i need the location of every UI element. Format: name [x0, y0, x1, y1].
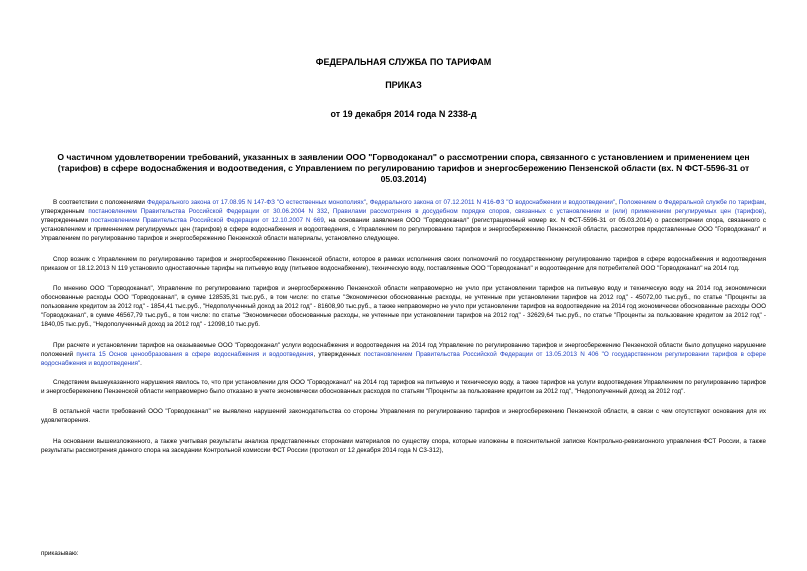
paragraph-remaining-claims: В остальной части требований ООО "Горводоканал" не выявлено нарушений законодательства со стороны Управления по регулированию тарифов и энергосбережению Пензенской области, в связи с чем отсутствуют основания для их удовлетворения.: [41, 408, 766, 424]
paragraph-grounds: На основании вышеизложенного, а также учитывая результаты анализа представленных сторонами материалов по существу спора, которые изложены в пояснительной записке Контрольно-ревизионного управления ФСТ России, а также результаты рассмотрения данного спора на заседании Контрольной комиссии ФСТ России (протокол от 12 декабря 2014 года N С3-312),: [41, 437, 766, 454]
link-law-416-fz[interactable]: Федерального закона от 07.12.2011 N 416-ФЗ "О водоснабжении и водоотведении": [369, 199, 616, 206]
link-resolution-332[interactable]: постановлением Правительства Российской Федерации от 30.06.2004 N 332: [88, 208, 328, 215]
paragraph-consequence: Следствием вышеуказанного нарушения явилось то, что при установлении для ООО "Горводоканал" на 2014 год тарифов на питьевую и техническую воду, а также тарифов на услуги водоотведения Управлением по регулированию тарифов и энергосбережению Пензенской области неправомерно было отказано в учете экономически обоснованных расходов по статьям "Проценты за пользование кредитом за 2012 год", "Недополученный доход за 2012 год".: [41, 378, 766, 395]
link-fst-regulation[interactable]: Положением о Федеральной службе по тарифам: [618, 199, 765, 206]
link-pricing-basics[interactable]: Основ ценообразования в сфере водоснабжения и водоотведения: [108, 350, 314, 358]
link-clause-15[interactable]: пункта 15: [76, 350, 106, 358]
link-resolution-669[interactable]: постановлением Правительства Российской Федерации от 12.10.2007 N 669: [90, 217, 324, 224]
link-law-147-fz[interactable]: Федерального закона от 17.08.95 N 147-ФЗ "О естественных монополиях": [146, 199, 366, 206]
link-dispute-rules[interactable]: Правилами рассмотрения в досудебном порядке споров, связанных с установлением и (или) применением регулируемых цен (тарифов): [332, 208, 765, 215]
paragraph-violation: При расчете и установлении тарифов на оказываемые ООО "Горводоканал" услуги водоснабжения и водоотведения на 2014 год Управление по регулированию тарифов и энергосбережению Пензенской области было допущено нарушение положений пункта 15 Основ ценообразования в сфере водоснабжения и водоотведения, утвержденных постановлением Правительства Российской Федерации от 13.05.2013 N 406 "О государственном регулировании тарифов в сфере водоснабжения и водоотведения".: [41, 341, 766, 367]
document-title: О частичном удовлетворении требований, указанных в заявлении ООО "Горводоканал" о рассмотрении спора, связанного с установлением и применением цен (тарифов) в сфере водоснабжения и водоотведения, с Управлением по регулированию тарифов и энергосбережению Пензенской области (вх. N ФСТ-5596-31 от 05.03.2014): [57, 152, 750, 184]
document-body: [41, 198, 766, 466]
document-type: ПРИКАЗ: [385, 80, 422, 90]
document-date-number: от 19 декабря 2014 года N 2338-д: [330, 109, 477, 119]
order-operative-word: приказываю:: [41, 550, 79, 557]
paragraph-applicant-position: По мнению ООО "Горводоканал", Управление по регулированию тарифов и энергосбережению Пензенской области неправомерно не учло при установлении тарифов на питьевую воду и техническую воду на 2014 год экономически обоснованные расходы ООО "Горводоканал", в сумме 128535,31 тыс.руб., в том числе: по статье "Экономически обоснованные расходы, не учтенные при установлении тарифов на 2012 год" - 45072,00 тыс.руб., по статье "Проценты за пользование кредитом за 2012 год" - 1854,41 тыс.руб., "Недополученный доход за 2012 год" - 81608,90 тыс.руб., а также неправомерно не учло при установлении тарифов на водоотведение на 2014 год экономически обоснованные расходы ООО "Горводоканал", в сумме 46567,79 тыс.руб., в том числе: по статье "Экономически обоснованные расходы, не учтенные при установлении тарифов на 2012 год" - 32629,64 тыс.руб., по статье "Проценты за пользование кредитом за 2012 год" - 1840,05 тыс.руб., "Недополученный доход за 2012 год" - 12098,10 тыс.руб.: [41, 285, 766, 328]
paragraph-dispute-origin: Спор возник с Управлением по регулированию тарифов и энергосбережению Пензенской области, которое в рамках исполнения своих полномочий по государственному регулированию тарифов в сфере водоснабжения и водоотведения приказом от 18.12.2013 N 119 установило одноставочные тарифы на питьевую воду (питьевое водоснабжение), техническую воду, поставляемые ООО "Горводоканал" и водоотведение для потребителей ООО "Горводоканал" на 2014 год.: [41, 255, 766, 272]
link-resolution-406[interactable]: постановлением Правительства Российской Федерации от 13.05.2013 N 406 "О государственном регулировании тарифов в сфере водоснабжения и водоотведения": [41, 350, 766, 367]
paragraph-legal-basis: В соответствии с положениями Федерального закона от 17.08.95 N 147-ФЗ "О естественных монополиях", Федерального закона от 07.12.2011 N 416-ФЗ "О водоснабжении и водоотведении", Положением о Федеральной службе по тарифам, утвержденным постановлением Правительства Российской Федерации от 30.06.2004 N 332, Правилами рассмотрения в досудебном порядке споров, связанных с установлением и (или) применением регулируемых цен (тарифов), утвержденными постановлением Правительства Российской Федерации от 12.10.2007 N 669, на основании заявления ООО "Горводоканал" (регистрационный номер вх. N ФСТ-5596-31 от 05.03.2014) о рассмотрении спора, связанного с установлением и применением регулируемых цен (тарифов) в сфере водоснабжения и водоотведения, с Управлением по регулированию тарифов и энергосбережению Пензенской области, рассмотрев представленные ООО "Горводоканал" и Управлением по регулированию тарифов и энергосбережению Пензенской области материалы, установлено следующее.: [41, 199, 767, 242]
issuing-authority: ФЕДЕРАЛЬНАЯ СЛУЖБА ПО ТАРИФАМ: [315, 57, 492, 67]
